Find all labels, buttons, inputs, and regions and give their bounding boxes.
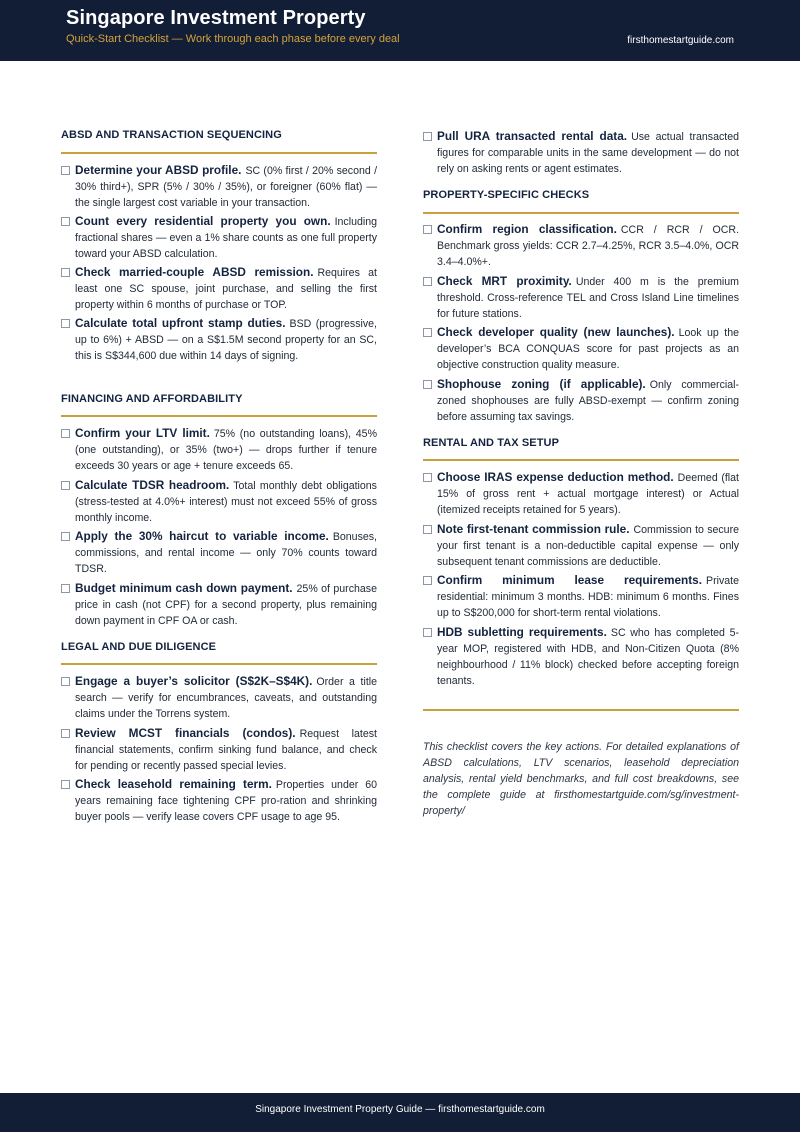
item-title: Confirm your LTV limit. xyxy=(75,426,210,440)
item-title: Check married-couple ABSD remission. xyxy=(75,265,314,279)
item-title: Apply the 30% haircut to variable income. xyxy=(75,529,329,543)
checklist-item xyxy=(61,213,377,262)
item-description: Requires at least one SC spouse, joint purchase, and selling the first property within 6 months of purchase or TOP. xyxy=(75,267,377,311)
section-divider xyxy=(61,415,377,417)
page-subtitle: Quick-Start Checklist — Work through each phase before every deal xyxy=(66,33,400,45)
item-title: Shophouse zoning (if applicable). xyxy=(437,377,646,391)
checkbox[interactable] xyxy=(423,225,432,234)
checklist-item xyxy=(61,580,377,629)
checkbox[interactable] xyxy=(61,584,70,593)
checkbox[interactable] xyxy=(423,380,432,389)
item-description: SC who has completed 5-year MOP, registered with HDB, and Non-Citizen Quota (8% neighbourhood / 11% block) checked before accepting foreign tenants. xyxy=(437,627,739,687)
item-description: Request latest financial statements, confirm sinking fund balance, and check for pending or recently passed special levies. xyxy=(75,728,377,772)
checklist-item xyxy=(423,521,739,570)
checkbox[interactable] xyxy=(61,319,70,328)
item-title: Pull URA transacted rental data. xyxy=(437,129,628,143)
section-divider xyxy=(61,152,377,154)
item-description: SC (0% first / 20% second / 30% third+), SPR (5% / 30% / 35%), or foreigner (60% flat) — the single largest cost variable in your transaction. xyxy=(75,165,378,209)
checkbox[interactable] xyxy=(423,525,432,534)
section-heading-rental: RENTAL AND TAX SETUP xyxy=(423,437,560,449)
item-title: Calculate TDSR headroom. xyxy=(75,478,230,492)
checkbox[interactable] xyxy=(423,576,432,585)
section-heading-absd: ABSD AND TRANSACTION SEQUENCING xyxy=(61,129,282,141)
checklist-item xyxy=(61,315,377,364)
checklist-item xyxy=(423,469,739,518)
checklist-item xyxy=(61,776,377,825)
checklist-item xyxy=(61,477,377,526)
checklist-item xyxy=(423,128,739,177)
checkbox[interactable] xyxy=(423,277,432,286)
item-title: Review MCST financials (condos). xyxy=(75,726,296,740)
item-title: Count every residential property you own. xyxy=(75,214,331,228)
section-heading-financing: FINANCING AND AFFORDABILITY xyxy=(61,393,243,405)
item-title: Note first-tenant commission rule. xyxy=(437,522,630,536)
item-description: Look up the developer’s BCA CONQUAS score for past projects as an objective construction quality measure. xyxy=(437,327,739,371)
item-description: Under 400 m is the premium threshold. Cross-reference TEL and Cross Island Line timelines for future stations. xyxy=(437,276,740,320)
section-divider xyxy=(61,663,377,665)
item-description: CCR / RCR / OCR. Benchmark gross yields: CCR 2.7–4.25%, RCR 3.5–4.0%, OCR 3.4–4.0%+. xyxy=(437,224,740,268)
page-footer xyxy=(0,1093,800,1132)
checklist-item xyxy=(423,376,739,425)
item-title: Check leasehold remaining term. xyxy=(75,777,272,791)
note-divider xyxy=(423,709,739,711)
item-title: Choose IRAS expense deduction method. xyxy=(437,470,674,484)
item-description: 75% (no outstanding loans), 45% (one outstanding), or 35% (two+) — drops further if tenure exceeds 30 years or age + tenure exceeds 65. xyxy=(75,428,377,472)
item-title: Check MRT proximity. xyxy=(437,274,572,288)
page-title: Singapore Investment Property xyxy=(66,7,366,29)
checkbox[interactable] xyxy=(61,217,70,226)
item-title: Confirm minimum lease requirements. xyxy=(437,573,703,587)
item-description: Bonuses, commissions, and rental income — only 70% counts toward TDSR. xyxy=(75,531,377,575)
checkbox[interactable] xyxy=(423,628,432,637)
section-heading-property: PROPERTY-SPECIFIC CHECKS xyxy=(423,189,590,201)
section-heading-legal: LEGAL AND DUE DILIGENCE xyxy=(61,641,217,653)
checklist-item xyxy=(61,264,377,313)
checklist-item xyxy=(423,624,739,689)
item-description: Including fractional shares — even a 1% share counts as one full property toward your ABSD calculation. xyxy=(75,216,377,260)
item-description: Properties under 60 years remaining face tightening CPF pro-ration and shrinking buyer pools — verify lease covers CPF usage to age 95. xyxy=(75,779,377,823)
checklist-item xyxy=(423,324,739,373)
checkbox[interactable] xyxy=(61,166,70,175)
checklist-item xyxy=(423,572,739,621)
item-description: Private residential: minimum 3 months. HDB: minimum 6 months. Fines up to S$200,000 for short-term rental violations. xyxy=(437,575,739,619)
checklist-item xyxy=(61,162,377,211)
checkbox[interactable] xyxy=(423,328,432,337)
page-header xyxy=(0,0,800,61)
checklist-item xyxy=(423,273,739,322)
item-title: Engage a buyer’s solicitor (S$2K–S$4K). xyxy=(75,674,313,688)
item-title: Calculate total upfront stamp duties. xyxy=(75,316,286,330)
checklist-item xyxy=(61,673,377,722)
checkbox[interactable] xyxy=(61,532,70,541)
checklist-item xyxy=(61,425,377,474)
item-title: Determine your ABSD profile. xyxy=(75,163,242,177)
checklist-item xyxy=(61,725,377,774)
checklist-item xyxy=(423,221,739,270)
checkbox[interactable] xyxy=(423,473,432,482)
checkbox[interactable] xyxy=(423,132,432,141)
footer-text: Singapore Investment Property Guide — firsthomestartguide.com xyxy=(255,1104,545,1115)
item-description: Only commercial-zoned shophouses are fully ABSD-exempt — confirm zoning before assuming tax savings. xyxy=(437,379,739,423)
item-description: Deemed (flat 15% of gross rent + actual mortgage interest) or Actual (itemized receipts retained for 5 years). xyxy=(437,472,739,516)
guide-note: This checklist covers the key actions. For detailed explanations of ABSD calculations, LTV scenarios, leasehold depreciation analysis, rental yield benchmarks, and full cost breakdowns, see the complete guide at firsthomestartguide.com/sg/investment-property/ xyxy=(423,741,739,817)
checkbox[interactable] xyxy=(61,429,70,438)
section-divider xyxy=(423,459,739,461)
section-divider xyxy=(423,212,739,214)
checkbox[interactable] xyxy=(61,677,70,686)
item-description: Total monthly debt obligations (stress-tested at 4.0%+ interest) must not exceed 55% of gross monthly income. xyxy=(75,480,377,524)
checklist-item xyxy=(61,528,377,577)
item-description: 25% of purchase price in cash (not CPF) for a second property, plus remaining down payment in CPF OA or cash. xyxy=(75,583,377,627)
checkbox[interactable] xyxy=(61,268,70,277)
item-title: HDB subletting requirements. xyxy=(437,625,607,639)
checkbox[interactable] xyxy=(61,780,70,789)
item-description: Order a title search — verify for encumbrances, caveats, and outstanding claims under the Torrens system. xyxy=(75,676,378,720)
checkbox[interactable] xyxy=(61,481,70,490)
item-description: Commission to secure your first tenant is a non-deductible capital expense — only subsequent tenant commissions are deductible. xyxy=(437,524,739,568)
header-site-link[interactable]: firsthomestartguide.com xyxy=(627,35,734,46)
item-title: Budget minimum cash down payment. xyxy=(75,581,293,595)
item-description: Use actual transacted figures for comparable units in the same development — do not rely on asking rents or agent estimates. xyxy=(437,131,740,175)
item-title: Check developer quality (new launches). xyxy=(437,325,675,339)
checkbox[interactable] xyxy=(61,729,70,738)
item-description: BSD (progressive, up to 6%) + ABSD — on a S$1.5M second property for an SC, this is S$344,600 due within 14 days of signing. xyxy=(75,318,377,362)
item-title: Confirm region classification. xyxy=(437,222,617,236)
